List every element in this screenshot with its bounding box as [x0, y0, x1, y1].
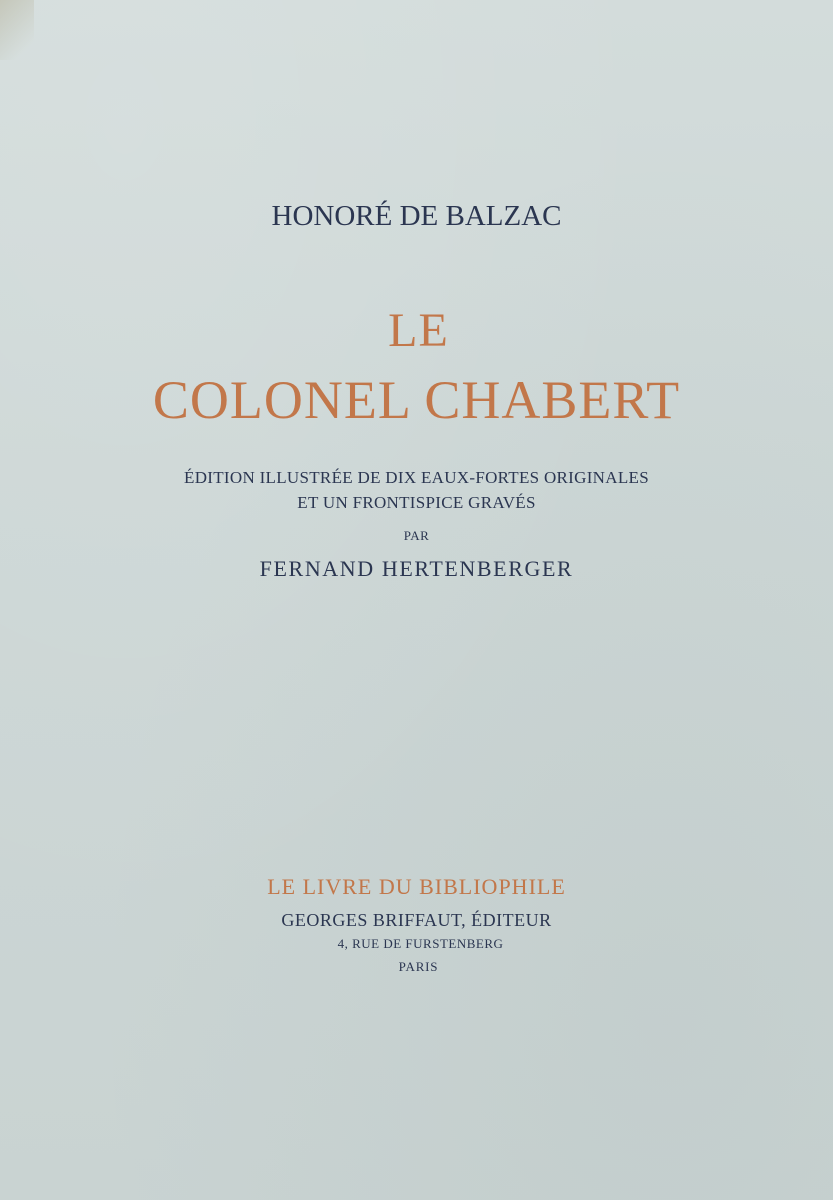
edition-note-line-1: ÉDITION ILLUSTRÉE DE DIX EAUX-FORTES ORIGINALES — [184, 468, 649, 487]
book-title-line-1: LE — [388, 304, 449, 357]
paper-corner-stain — [0, 0, 34, 60]
illustrator-name: FERNAND HERTENBERGER — [259, 556, 574, 581]
author-name: HONORÉ DE BALZAC — [271, 200, 562, 232]
publisher-city: PARIS — [398, 959, 439, 974]
by-label: PAR — [403, 528, 430, 543]
publisher-name: GEORGES BRIFFAUT, ÉDITEUR — [281, 910, 552, 930]
edition-note-line-2: ET UN FRONTISPICE GRAVÉS — [297, 493, 536, 512]
book-title-line-2: COLONEL CHABERT — [152, 370, 681, 430]
publisher-series: LE LIVRE DU BIBLIOPHILE — [267, 874, 566, 899]
publisher-address: 4, RUE DE FURSTENBERG — [337, 936, 504, 951]
